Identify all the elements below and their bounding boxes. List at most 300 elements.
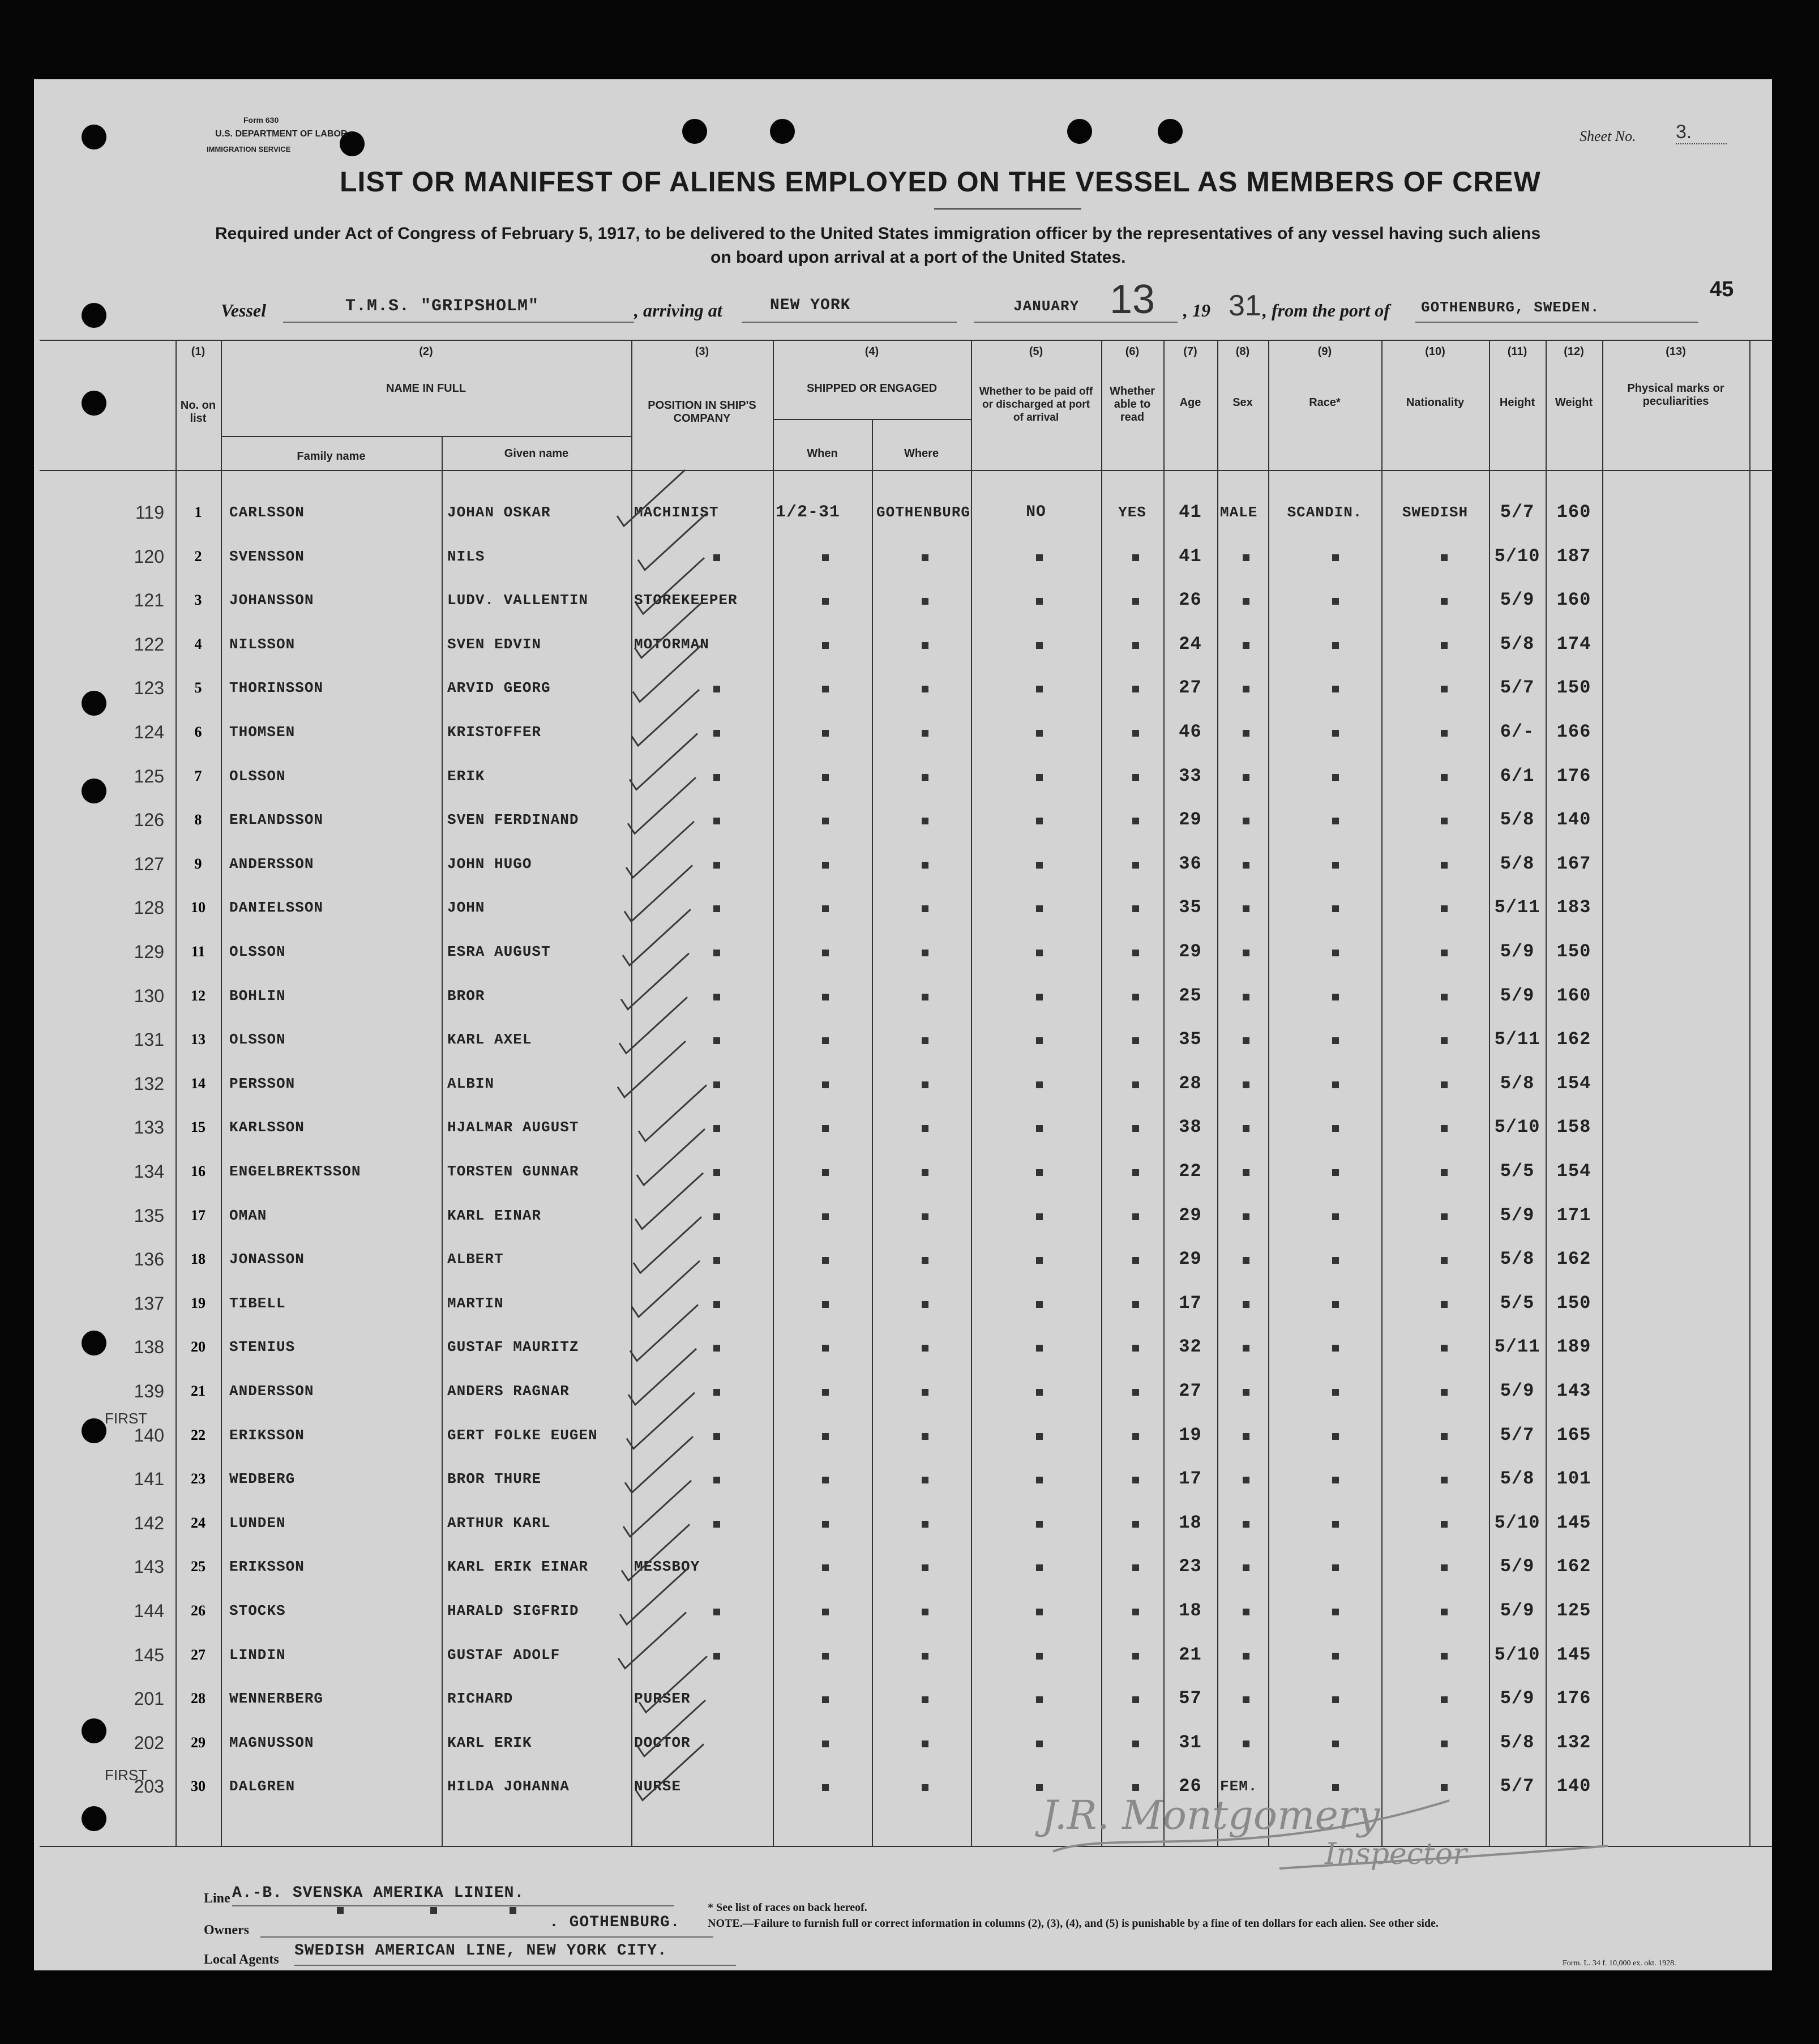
cell-family: LINDIN	[229, 1646, 286, 1664]
cell-weight: 189	[1556, 1336, 1591, 1358]
subheader-when: When	[807, 447, 838, 460]
cell-family: KARLSSON	[229, 1119, 305, 1136]
cell-ref: 142	[134, 1512, 164, 1533]
cell-height: 5/9	[1500, 1204, 1535, 1226]
cell-weight: 162	[1556, 1029, 1591, 1050]
cell-weight: 150	[1556, 941, 1591, 962]
col-num: (9)	[1317, 345, 1332, 358]
cell-weight: 140	[1556, 1776, 1591, 1797]
cell-ref: 121	[134, 590, 164, 611]
cell-weight: 174	[1556, 633, 1591, 655]
cell-weight: 125	[1556, 1600, 1591, 1621]
cell-given: BROR	[447, 987, 485, 1004]
cell-ref: 119	[135, 502, 164, 523]
cell-ref: 132	[134, 1073, 164, 1094]
cell-age: 26	[1179, 1776, 1202, 1797]
vessel-name: T.M.S. "GRIPSHOLM"	[345, 297, 540, 316]
cell-family: THORINSSON	[229, 679, 324, 697]
check-mark	[628, 1349, 696, 1405]
cell-weight: 154	[1556, 1161, 1591, 1182]
agents-rule	[294, 1965, 736, 1966]
cell-given: ERIK	[447, 767, 485, 785]
cell-given: ARTHUR KARL	[447, 1514, 551, 1532]
cell-weight: 158	[1556, 1117, 1591, 1138]
col-header-no: No. on list	[180, 399, 216, 425]
col-header-weight: Weight	[1555, 396, 1593, 409]
cell-age: 25	[1179, 985, 1202, 1006]
cell-weight: 171	[1556, 1204, 1591, 1226]
cell-no: 4	[194, 635, 202, 652]
cell-ref: 122	[134, 634, 164, 655]
cell-height: 5/10	[1494, 1512, 1540, 1533]
cell-height: 6/-	[1500, 721, 1535, 742]
cell-given: GERT FOLKE EUGEN	[447, 1426, 598, 1444]
service-name: IMMIGRATION SERVICE	[207, 145, 291, 153]
cell-no: 10	[191, 899, 206, 916]
check-mark	[638, 514, 706, 570]
cell-given: KARL EINAR	[447, 1207, 542, 1224]
cell-weight: 187	[1556, 545, 1591, 567]
cell-no: 11	[191, 943, 206, 960]
check-mark	[628, 777, 696, 833]
cell-family: THOMSEN	[229, 724, 296, 741]
arrival-port: NEW YORK	[770, 297, 851, 314]
cell-no: 25	[191, 1558, 206, 1575]
cell-age: 31	[1179, 1731, 1202, 1753]
cell-height: 5/8	[1500, 633, 1535, 655]
cell-age: 29	[1179, 1204, 1202, 1226]
cell-weight: 150	[1556, 677, 1591, 699]
cell-age: 17	[1179, 1468, 1202, 1490]
cell-height: 5/9	[1500, 1688, 1535, 1709]
agents-value: SWEDISH AMERICAN LINE, NEW YORK CITY.	[294, 1942, 667, 1960]
sheet-number: 3.	[1676, 121, 1727, 144]
cell-family: ERLANDSSON	[229, 811, 324, 829]
cell-family: LUNDEN	[229, 1514, 286, 1532]
check-mark	[627, 1393, 695, 1449]
check-mark	[631, 690, 699, 746]
cell-no: 12	[191, 987, 206, 1004]
cell-no: 8	[194, 811, 202, 828]
cell-age: 29	[1179, 941, 1202, 962]
col-num: (6)	[1125, 345, 1140, 358]
cell-no: 7	[194, 767, 202, 784]
cell-age: 17	[1179, 1292, 1202, 1314]
cell-no: 17	[191, 1207, 206, 1224]
cell-ref: 143	[134, 1556, 164, 1577]
cell-given: ARVID GEORG	[447, 679, 551, 697]
ditto-mark	[337, 1907, 344, 1914]
cell-family: OLSSON	[229, 943, 286, 960]
cell-family: SVENSSON	[229, 548, 305, 565]
cell-ref: 129	[134, 942, 164, 962]
cell-given: NILS	[447, 548, 485, 565]
subheader-family-name: Family name	[297, 450, 366, 463]
cell-height: 5/9	[1500, 1600, 1535, 1621]
cell-position: STOREKEEPER	[634, 592, 738, 609]
cell-given: MARTIN	[447, 1294, 504, 1312]
cell-weight: 145	[1556, 1644, 1591, 1665]
cell-age: 36	[1179, 853, 1202, 874]
inspector-title: Inspector	[1325, 1837, 1467, 1871]
check-mark	[624, 865, 692, 921]
department-name: U.S. DEPARTMENT OF LABOR	[215, 129, 348, 139]
cell-height: 5/8	[1500, 1248, 1535, 1270]
cell-given: BROR THURE	[447, 1470, 542, 1488]
cell-given: HARALD SIGFRID	[447, 1602, 579, 1619]
check-mark	[635, 1173, 703, 1229]
cell-ref: 130	[134, 985, 164, 1006]
cell-weight: 143	[1556, 1380, 1591, 1401]
cell-given: ALBERT	[447, 1251, 504, 1268]
subheader-given-name: Given name	[504, 447, 569, 460]
cell-given: GUSTAF ADOLF	[447, 1646, 560, 1664]
cell-given: RICHARD	[447, 1690, 513, 1708]
inspector-signature: J.R. Montgomery	[1042, 1792, 1380, 1838]
col-header-paid-off: Whether to be paid off or discharged at port of arrival	[979, 386, 1093, 424]
cell-ref: 145	[134, 1644, 164, 1665]
cell-family: ERIKSSON	[229, 1558, 305, 1576]
page-number: 45	[1710, 277, 1734, 301]
cell-age: 22	[1179, 1161, 1202, 1182]
cell-weight: 183	[1556, 897, 1591, 918]
cell-position: PURSER	[634, 1690, 691, 1708]
check-mark	[637, 1129, 705, 1185]
form-number: Form 630	[243, 116, 279, 125]
cell-family: ENGELBREKTSSON	[229, 1163, 361, 1180]
cell-family: MAGNUSSON	[229, 1734, 314, 1751]
cell-family: WENNERBERG	[229, 1690, 324, 1708]
cell-family: CARLSSON	[229, 504, 305, 521]
cell-family: NILSSON	[229, 635, 296, 653]
check-mark	[636, 1744, 704, 1800]
check-mark	[633, 645, 701, 702]
check-mark	[630, 734, 697, 790]
ditto-mark	[430, 1907, 437, 1914]
cell-age: 18	[1179, 1600, 1202, 1621]
cell-age: 28	[1179, 1072, 1202, 1094]
cell-family: WEDBERG	[229, 1470, 296, 1488]
cell-age: 57	[1179, 1688, 1202, 1709]
check-mark	[626, 822, 694, 878]
check-mark	[637, 1700, 705, 1756]
cell-weight: 160	[1556, 985, 1591, 1006]
ditto-mark	[510, 1907, 516, 1914]
cell-height: 5/9	[1500, 1380, 1535, 1401]
cell-family: OLSSON	[229, 767, 286, 785]
cell-paid: NO	[1026, 503, 1046, 521]
owners-value: . GOTHENBURG.	[549, 1914, 680, 1931]
cell-height: 5/9	[1500, 589, 1535, 611]
cell-position: MESSBOY	[634, 1558, 700, 1576]
check-mark	[618, 1613, 686, 1669]
subheader-where: Where	[904, 447, 939, 460]
races-note: * See list of races on back hereof.	[708, 1901, 867, 1914]
cell-family: ANDERSSON	[229, 855, 314, 873]
cell-weight: 162	[1556, 1556, 1591, 1577]
cell-ref: 141	[134, 1469, 164, 1490]
cell-no: 14	[191, 1075, 206, 1092]
col-num: (11)	[1507, 345, 1527, 358]
col-num: (1)	[191, 345, 206, 358]
check-mark	[636, 558, 704, 614]
col-header-position: POSITION IN SHIP'S COMPANY	[648, 399, 756, 425]
cell-ref: 137	[134, 1293, 164, 1314]
cell-read: YES	[1118, 504, 1146, 521]
col-num: (5)	[1029, 345, 1043, 358]
cell-ref: 203	[134, 1776, 164, 1797]
cell-age: 41	[1179, 502, 1202, 523]
col-header-height: Height	[1499, 396, 1535, 409]
cell-height: 5/11	[1494, 1336, 1540, 1358]
cell-height: 5/11	[1494, 1029, 1540, 1050]
check-mark	[632, 1261, 700, 1317]
cell-no: 27	[191, 1646, 206, 1663]
from-port-label: , from the port of	[1262, 300, 1390, 320]
col-num: (4)	[864, 345, 879, 358]
cell-ref: 131	[134, 1029, 164, 1050]
col-num: (2)	[419, 345, 433, 358]
check-marks-overlay	[34, 79, 1772, 1970]
margin-note-first: FIRST	[105, 1410, 148, 1427]
cell-ref: 136	[134, 1249, 164, 1270]
cell-given: GUSTAF MAURITZ	[447, 1339, 579, 1356]
cell-no: 22	[191, 1426, 206, 1443]
cell-no: 9	[194, 855, 202, 872]
check-mark	[625, 1436, 693, 1493]
cell-weight: 176	[1556, 765, 1591, 786]
check-mark	[619, 997, 687, 1053]
cell-height: 5/9	[1500, 985, 1535, 1006]
col-header-physical-marks: Physical marks or peculiarities	[1627, 382, 1724, 408]
cell-no: 28	[191, 1690, 206, 1707]
cell-weight: 165	[1556, 1424, 1591, 1446]
cell-ref: 138	[134, 1337, 164, 1358]
cell-ref: 123	[134, 678, 164, 699]
line-label: Line	[204, 1891, 230, 1906]
col-num: (10)	[1425, 345, 1445, 358]
subtitle-line-2: on board upon arrival at a port of the United States.	[711, 248, 1126, 267]
cell-no: 20	[191, 1339, 206, 1355]
cell-given: KARL ERIK EINAR	[447, 1558, 589, 1576]
cell-family: PERSSON	[229, 1075, 296, 1092]
check-mark	[617, 470, 685, 526]
cell-given: TORSTEN GUNNAR	[447, 1163, 579, 1180]
cell-age: 41	[1179, 545, 1202, 567]
cell-height: 6/1	[1500, 765, 1535, 786]
cell-weight: 160	[1556, 502, 1591, 523]
margin-note-first: FIRST	[105, 1767, 148, 1784]
col-num: (8)	[1235, 345, 1250, 358]
cell-height: 5/7	[1500, 502, 1535, 523]
cell-no: 16	[191, 1163, 206, 1179]
subtitle-line-1: Required under Act of Congress of February 5, 1917, to be delivered to the United States immigration officer by the representatives of any vessel having such aliens	[215, 224, 1541, 243]
cell-age: 27	[1179, 1380, 1202, 1401]
check-mark	[623, 1481, 691, 1537]
cell-ref: 140	[134, 1425, 164, 1446]
cell-ref: 120	[134, 546, 164, 567]
cell-given: ANDERS RAGNAR	[447, 1383, 570, 1400]
cell-height: 5/5	[1500, 1292, 1535, 1314]
cell-ref: 126	[134, 810, 164, 831]
check-mark	[635, 602, 703, 658]
cell-family: STOCKS	[229, 1602, 286, 1619]
cell-weight: 150	[1556, 1292, 1591, 1314]
cell-ref: 139	[134, 1381, 164, 1401]
cell-age: 21	[1179, 1644, 1202, 1665]
cell-weight: 145	[1556, 1512, 1591, 1533]
cell-age: 18	[1179, 1512, 1202, 1533]
arriving-label: , arriving at	[634, 300, 722, 320]
cell-given: ESRA AUGUST	[447, 943, 551, 960]
cell-height: 5/7	[1500, 1776, 1535, 1797]
cell-weight: 140	[1556, 809, 1591, 831]
cell-weight: 101	[1556, 1468, 1591, 1490]
cell-family: DANIELSSON	[229, 899, 324, 917]
cell-no: 6	[194, 724, 202, 740]
vessel-label: Vessel	[221, 300, 266, 320]
cell-given: KRISTOFFER	[447, 724, 542, 741]
col-header-read: Whether able to read	[1110, 385, 1155, 424]
cell-age: 23	[1179, 1556, 1202, 1577]
cell-given: LUDV. VALLENTIN	[447, 592, 589, 609]
cell-age: 26	[1179, 589, 1202, 611]
cell-weight: 162	[1556, 1248, 1591, 1270]
form-code: Form. L. 34 f. 10,000 ex. okt. 1928.	[1563, 1959, 1676, 1968]
cell-given: SVEN EDVIN	[447, 635, 542, 653]
col-header-race: Race*	[1309, 396, 1341, 409]
page-title: LIST OR MANIFEST OF ALIENS EMPLOYED ON THE VESSEL AS MEMBERS OF CREW	[340, 166, 1541, 198]
cell-family: OLSSON	[229, 1031, 286, 1049]
cell-given: KARL ERIK	[447, 1734, 532, 1751]
cell-height: 5/10	[1494, 1644, 1540, 1665]
col-num: (13)	[1666, 345, 1686, 358]
cell-given: KARL AXEL	[447, 1031, 532, 1049]
cell-age: 35	[1179, 1029, 1202, 1050]
cell-no: 24	[191, 1514, 206, 1531]
col-num: (12)	[1564, 345, 1584, 358]
owners-label: Owners	[204, 1923, 249, 1938]
check-mark	[618, 1041, 686, 1097]
cell-given: HJALMAR AUGUST	[447, 1119, 579, 1136]
check-mark	[639, 1085, 707, 1141]
cell-given: ALBIN	[447, 1075, 495, 1092]
cell-age: 35	[1179, 897, 1202, 918]
cell-ref: 135	[134, 1205, 164, 1226]
cell-weight: 176	[1556, 1688, 1591, 1709]
penalty-note: NOTE.—Failure to furnish full or correct information in columns (2), (3), (4), and (5) is punishable by a fine of ten dollars for each alien. See other side.	[708, 1917, 1439, 1930]
cell-height: 5/9	[1500, 941, 1535, 962]
cell-height: 5/5	[1500, 1161, 1535, 1182]
year-suffix: 31	[1229, 289, 1261, 322]
cell-sex: FEM.	[1220, 1778, 1258, 1795]
cell-no: 2	[194, 548, 202, 565]
cell-given: HILDA JOHANNA	[447, 1778, 570, 1795]
cell-sex: MALE	[1220, 504, 1258, 521]
cell-height: 5/8	[1500, 809, 1535, 831]
cell-no: 30	[191, 1778, 206, 1795]
cell-no: 29	[191, 1734, 206, 1751]
cell-weight: 132	[1556, 1731, 1591, 1753]
cell-nationality: SWEDISH	[1402, 504, 1469, 521]
cell-no: 23	[191, 1470, 206, 1487]
cell-ref: 134	[134, 1161, 164, 1182]
cell-when: 1/2-31	[776, 503, 841, 522]
cell-ref: 125	[134, 766, 164, 786]
cell-race: SCANDIN.	[1287, 504, 1363, 521]
cell-position: MACHINIST	[634, 504, 719, 521]
year-prefix: , 19	[1183, 300, 1210, 320]
cell-where: GOTHENBURG	[876, 504, 971, 521]
cell-height: 5/8	[1500, 1468, 1535, 1490]
sheet-label: Sheet No.	[1580, 128, 1636, 144]
cell-weight: 166	[1556, 721, 1591, 742]
cell-height: 5/9	[1500, 1556, 1535, 1577]
cell-given: JOHN HUGO	[447, 855, 532, 873]
cell-ref: 127	[134, 853, 164, 874]
cell-family: DALGREN	[229, 1778, 296, 1795]
check-mark	[623, 909, 691, 965]
cell-ref: 124	[134, 722, 164, 742]
arrival-day: 13	[1110, 277, 1155, 322]
cell-no: 19	[191, 1294, 206, 1311]
col-header-nationality: Nationality	[1406, 396, 1465, 409]
cell-height: 5/7	[1500, 1424, 1535, 1446]
cell-position: MOTORMAN	[634, 635, 709, 653]
cell-position: NURSE	[634, 1778, 682, 1795]
cell-no: 18	[191, 1251, 206, 1268]
cell-height: 5/10	[1494, 1117, 1540, 1138]
cell-no: 5	[194, 679, 202, 696]
cell-height: 5/8	[1500, 1072, 1535, 1094]
col-header-name: NAME IN FULL	[386, 382, 466, 395]
cell-given: SVEN FERDINAND	[447, 811, 579, 829]
check-mark	[620, 1568, 688, 1624]
cell-ref: 133	[134, 1117, 164, 1138]
line-rule	[232, 1905, 674, 1906]
col-header-shipped: SHIPPED OR ENGAGED	[806, 382, 938, 395]
cell-ref: 128	[134, 897, 164, 918]
manifest-sheet	[34, 79, 1772, 1970]
cell-age: 46	[1179, 721, 1202, 742]
cell-no: 15	[191, 1119, 206, 1136]
cell-no: 3	[194, 592, 202, 609]
check-mark	[630, 1305, 698, 1361]
cell-no: 26	[191, 1602, 206, 1619]
check-mark	[634, 1217, 701, 1273]
cell-no: 1	[194, 504, 202, 520]
cell-weight: 167	[1556, 853, 1591, 874]
cell-age: 32	[1179, 1336, 1202, 1358]
cell-age: 19	[1179, 1424, 1202, 1446]
departure-port: GOTHENBURG, SWEDEN.	[1421, 299, 1600, 316]
cell-weight: 160	[1556, 589, 1591, 611]
col-num: (7)	[1183, 345, 1197, 358]
cell-family: BOHLIN	[229, 987, 286, 1004]
cell-height: 5/10	[1494, 545, 1540, 567]
check-mark	[622, 1524, 690, 1580]
cell-age: 29	[1179, 809, 1202, 831]
check-mark	[639, 1656, 707, 1712]
cell-ref: 201	[134, 1688, 164, 1709]
cell-family: STENIUS	[229, 1339, 296, 1356]
cell-family: JONASSON	[229, 1251, 305, 1268]
col-header-sex: Sex	[1232, 396, 1253, 409]
cell-age: 29	[1179, 1248, 1202, 1270]
arrival-month: JANUARY	[1013, 298, 1080, 315]
cell-height: 5/7	[1500, 677, 1535, 699]
cell-given: JOHAN OSKAR	[447, 504, 551, 521]
